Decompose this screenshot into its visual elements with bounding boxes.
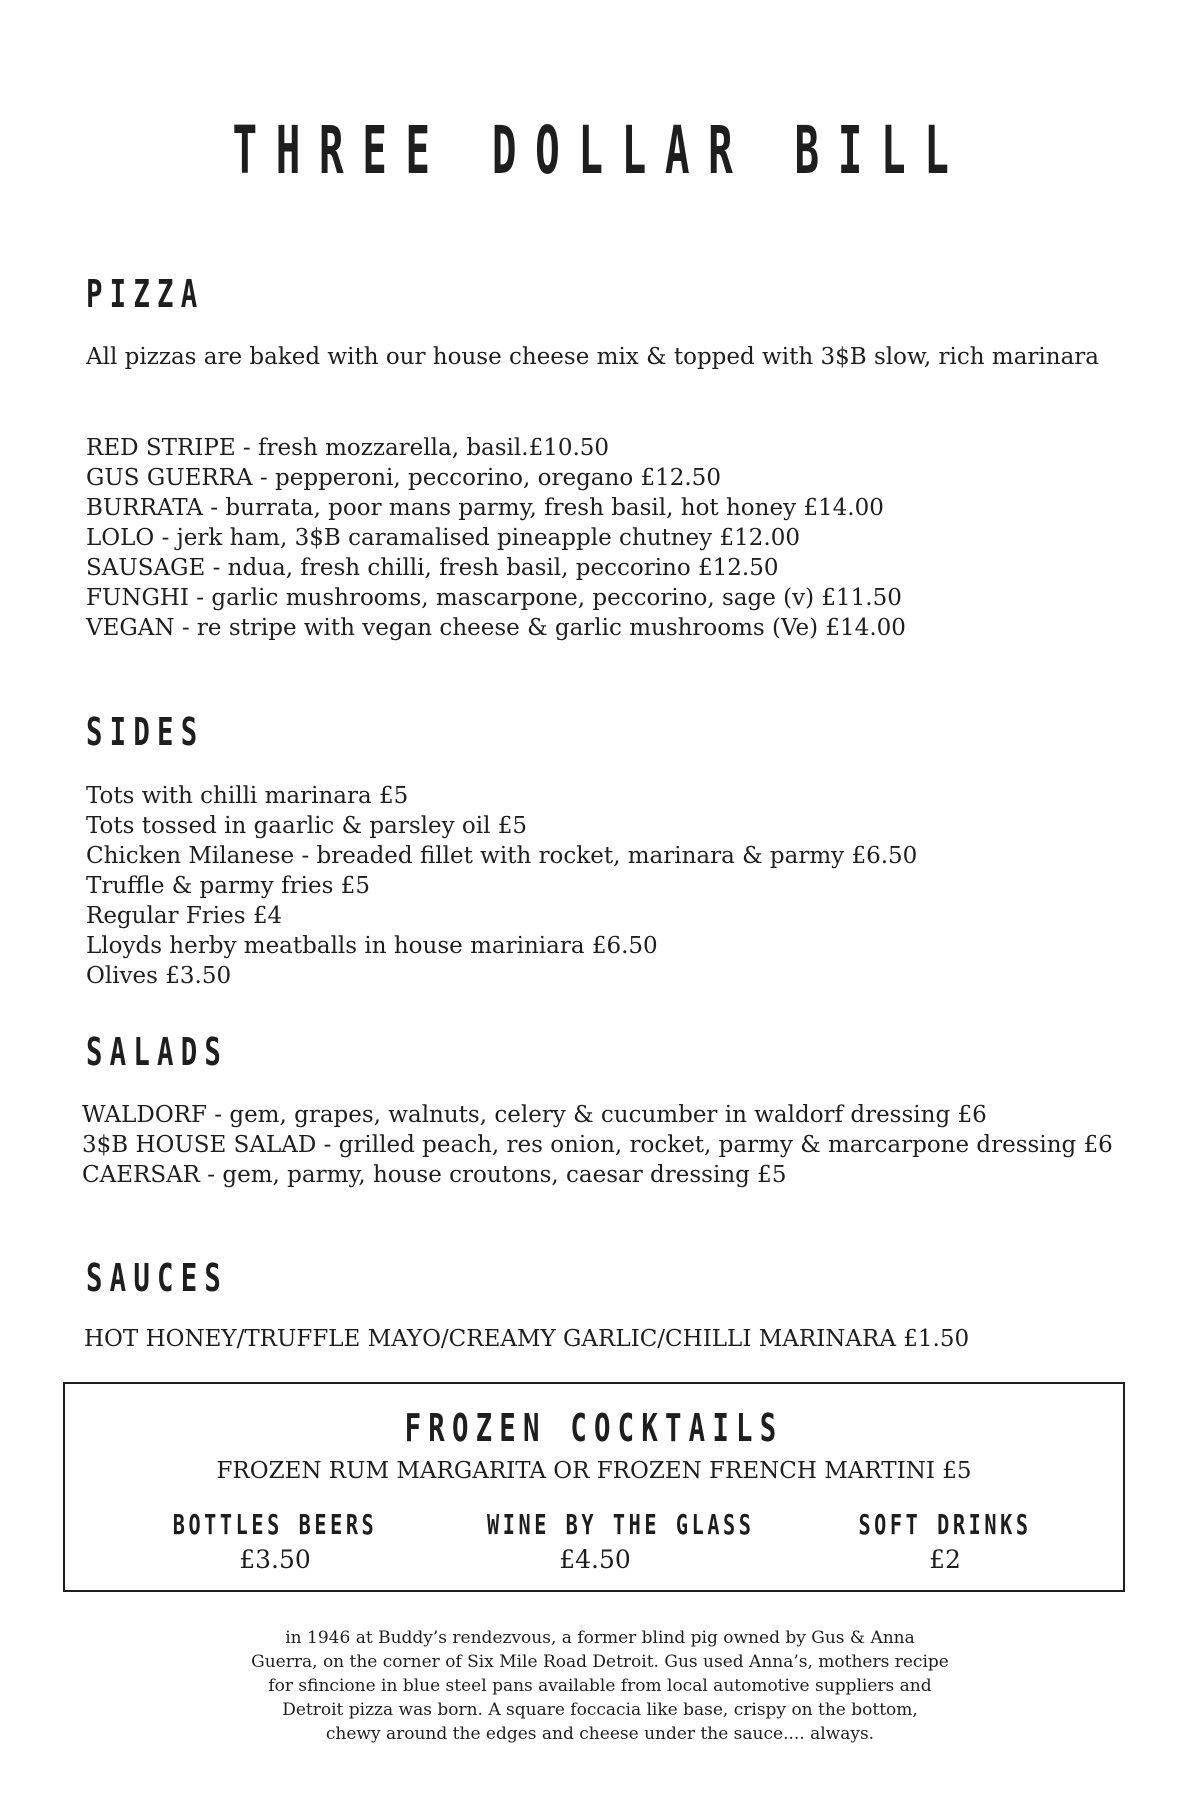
sides-item: Regular Fries £4	[86, 903, 283, 929]
pizza-item: SAUSAGE - ndua, fresh chilli, fresh basil, peccorino £12.50	[86, 555, 779, 581]
salads-item: 3$B HOUSE SALAD - grilled peach, res onion, rocket, parmy & marcarpone dressing £6	[82, 1132, 1113, 1158]
frozen-cocktails-heading: FROZEN COCKTAILS	[404, 1406, 784, 1450]
history-line: Detroit pizza was born. A square foccacia like base, crispy on the bottom,	[282, 1700, 918, 1720]
drink-label: WINE BY THE GLASS	[487, 1508, 755, 1541]
pizza-item: GUS GUERRA - pepperoni, peccorino, oregano £12.50	[86, 465, 721, 491]
pizza-item: VEGAN - re stripe with vegan cheese & garlic mushrooms (Ve) £14.00	[86, 615, 906, 641]
history-line: chewy around the edges and cheese under the sauce.... always.	[325, 1724, 875, 1744]
sides-item: Truffle & parmy fries £5	[86, 873, 370, 899]
frozen-cocktails-detail: FROZEN RUM MARGARITA OR FROZEN FRENCH MARTINI £5	[216, 1458, 972, 1484]
history-line: in 1946 at Buddy’s rendezvous, a former blind pig owned by Gus & Anna	[285, 1628, 915, 1648]
drink-label: BOTTLES BEERS	[172, 1508, 378, 1541]
sides-heading: SIDES	[86, 710, 205, 754]
drink-column-soft	[795, 1508, 1095, 1574]
salads-item: WALDORF - gem, grapes, walnuts, celery & cucumber in waldorf dressing £6	[82, 1102, 987, 1128]
sides-item: Chicken Milanese - breaded fillet with rocket, marinara & parmy £6.50	[86, 843, 918, 869]
sauces-heading: SAUCES	[86, 1256, 229, 1300]
drink-price: £2	[929, 1545, 961, 1574]
sauces-list	[84, 1324, 969, 1354]
drink-column-wine	[445, 1508, 755, 1574]
salads-list	[82, 1100, 1113, 1190]
pizza-item: RED STRIPE - fresh mozzarella, basil.£10.50	[86, 435, 610, 461]
drink-price: £3.50	[239, 1545, 311, 1574]
drink-label: SOFT DRINKS	[858, 1508, 1032, 1541]
sides-list	[86, 781, 917, 991]
sides-item: Tots tossed in gaarlic & parsley oil £5	[86, 813, 528, 839]
pizza-item: LOLO - jerk ham, 3$B caramalised pineapple chutney £12.00	[86, 525, 800, 551]
pizza-list	[86, 433, 906, 643]
history-line: for sfincione in blue steel pans available from local automotive suppliers and	[268, 1676, 932, 1696]
pizza-heading: PIZZA	[86, 272, 205, 316]
pizza-item: FUNGHI - garlic mushrooms, mascarpone, peccorino, sage (v) £11.50	[86, 585, 902, 611]
history-paragraph	[200, 1626, 1000, 1746]
history-line: Guerra, on the corner of Six Mile Road Detroit. Gus used Anna’s, mothers recipe	[251, 1652, 949, 1672]
pizza-item: BURRATA - burrata, poor mans parmy, fresh basil, hot honey £14.00	[86, 495, 884, 521]
sides-item: Tots with chilli marinara £5	[86, 783, 409, 809]
sides-item: Lloyds herby meatballs in house mariniara £6.50	[86, 933, 658, 959]
drink-price: £4.50	[559, 1545, 631, 1574]
pizza-intro: All pizzas are baked with our house cheese mix & topped with 3$B slow, rich marinara	[86, 344, 1099, 370]
restaurant-title: THREE DOLLAR BILL	[232, 112, 968, 189]
sides-item: Olives £3.50	[86, 963, 232, 989]
salads-heading: SALADS	[86, 1030, 229, 1074]
drink-column-beers	[125, 1508, 425, 1574]
sauces-item: HOT HONEY/TRUFFLE MAYO/CREAMY GARLIC/CHILLI MARINARA £1.50	[84, 1326, 970, 1352]
drinks-box	[63, 1382, 1125, 1592]
salads-item: CAERSAR - gem, parmy, house croutons, caesar dressing £5	[82, 1162, 787, 1188]
